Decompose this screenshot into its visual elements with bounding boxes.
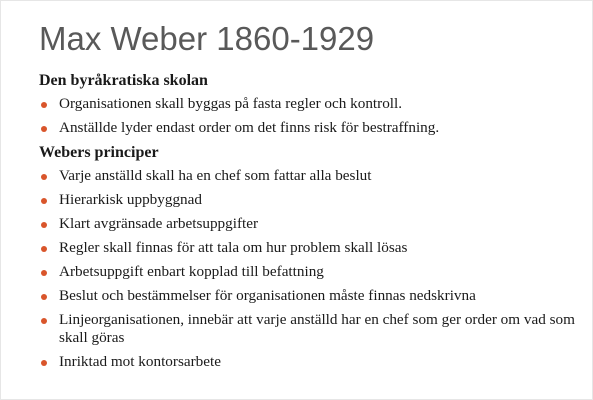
bullet-dot-icon xyxy=(41,294,47,300)
bullet-text: Inriktad mot kontorsarbete xyxy=(59,353,221,370)
bullet-list-byrakratiska-skolan xyxy=(39,95,584,137)
bullet-dot-icon xyxy=(41,246,47,252)
bullet-item xyxy=(39,287,584,305)
bullet-dot-icon xyxy=(41,318,47,324)
bullet-text: Hierarkisk uppbyggnad xyxy=(59,191,202,208)
bullet-item xyxy=(39,263,584,281)
bullet-text: Linjeorganisationen, innebär att varje anställd har en chef som ger order om vad som skall göras xyxy=(59,311,575,346)
bullet-dot-icon xyxy=(41,198,47,204)
bullet-text: Organisationen skall byggas på fasta regler och kontroll. xyxy=(59,95,403,112)
bullet-item xyxy=(39,95,584,113)
bullet-text: Beslut och bestämmelser för organisationen måste finnas nedskrivna xyxy=(59,287,476,304)
bullet-text: Klart avgränsade arbetsuppgifter xyxy=(59,215,259,232)
bullet-dot-icon xyxy=(41,270,47,276)
slide-content xyxy=(39,71,584,377)
bullet-item xyxy=(39,191,584,209)
section-heading-webers-principer: Webers principer xyxy=(39,144,159,161)
bullet-dot-icon xyxy=(41,126,47,132)
section-heading-byrakratiska-skolan: Den byråkratiska skolan xyxy=(39,72,208,89)
bullet-item xyxy=(39,239,584,257)
bullet-item xyxy=(39,167,584,185)
bullet-dot-icon xyxy=(41,222,47,228)
bullet-dot-icon xyxy=(41,174,47,180)
bullet-list-webers-principer xyxy=(39,167,584,371)
slide-title: Max Weber 1860-1929 xyxy=(39,20,375,57)
bullet-item xyxy=(39,119,584,137)
bullet-item xyxy=(39,311,584,347)
bullet-item xyxy=(39,353,584,371)
bullet-text: Arbetsuppgift enbart kopplad till befattning xyxy=(59,263,324,280)
bullet-text: Anställde lyder endast order om det finns risk för bestraffning. xyxy=(59,119,440,136)
bullet-text: Varje anställd skall ha en chef som fattar alla beslut xyxy=(59,167,372,184)
bullet-item xyxy=(39,215,584,233)
bullet-dot-icon xyxy=(41,102,47,108)
bullet-text: Regler skall finnas för att tala om hur problem skall lösas xyxy=(59,239,408,256)
bullet-dot-icon xyxy=(41,360,47,366)
